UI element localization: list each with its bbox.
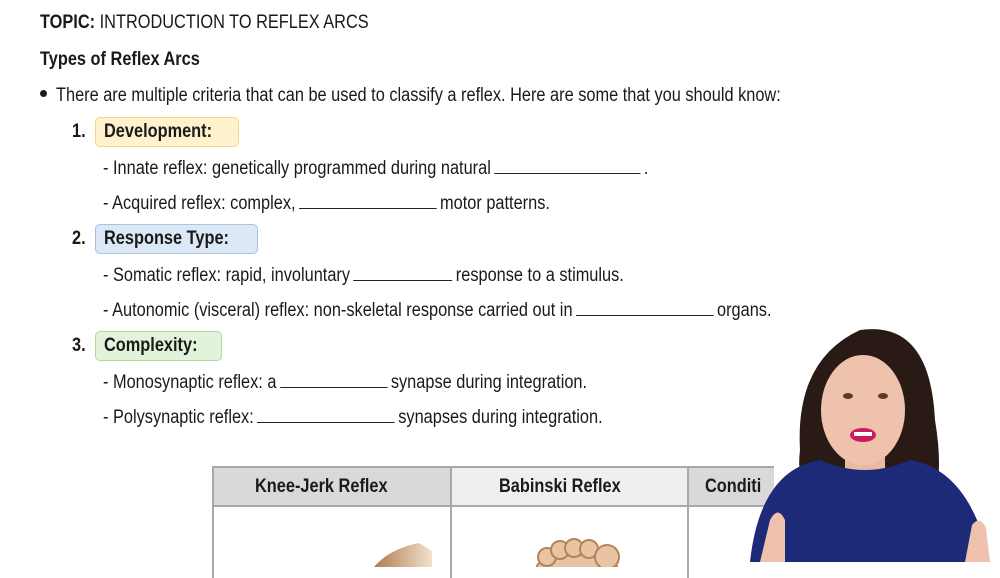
criterion-number: 2. bbox=[72, 228, 86, 249]
criterion-label: Response Type: bbox=[95, 224, 258, 254]
topic-label: TOPIC: bbox=[40, 12, 96, 33]
list-item: - Somatic reflex: rapid, involuntary response to a stimulus. bbox=[103, 265, 624, 286]
bullet-icon bbox=[40, 90, 47, 97]
intro-text: There are multiple criteria that can be used to classify a reflex. Here are some that you should know: bbox=[56, 85, 781, 106]
fill-in-blank bbox=[280, 371, 388, 388]
topic-heading bbox=[40, 12, 422, 34]
fill-in-blank bbox=[494, 157, 640, 174]
knee-illustration-icon bbox=[214, 507, 452, 567]
criterion-development bbox=[72, 117, 239, 147]
section-title-text: Types of Reflex Arcs bbox=[40, 49, 200, 70]
reflex-examples-table bbox=[212, 466, 774, 578]
list-item: - Polysynaptic reflex: synapses during integration. bbox=[103, 407, 603, 428]
table-header-knee-jerk: Knee-Jerk Reflex bbox=[214, 468, 452, 507]
criterion-number: 3. bbox=[72, 335, 86, 356]
fill-in-blank bbox=[299, 192, 437, 209]
criterion-number: 1. bbox=[72, 121, 86, 142]
topic-title: INTRODUCTION TO REFLEX ARCS bbox=[99, 12, 369, 33]
criterion-response-type bbox=[72, 224, 258, 254]
table-header-babinski: Babinski Reflex bbox=[452, 468, 689, 507]
fill-in-blank bbox=[353, 264, 452, 281]
list-item: - Monosynaptic reflex: a synapse during integration. bbox=[103, 372, 588, 393]
presenter-icon bbox=[740, 320, 1000, 562]
table-cell-knee-jerk bbox=[214, 507, 452, 578]
list-item: - Acquired reflex: complex, motor patterns. bbox=[103, 193, 550, 214]
fill-in-blank bbox=[257, 406, 395, 423]
fill-in-blank bbox=[576, 299, 714, 316]
list-item: - Autonomic (visceral) reflex: non-skeletal response carried out in organs. bbox=[103, 300, 772, 321]
section-title bbox=[40, 49, 226, 71]
presenter-video bbox=[740, 320, 1000, 562]
list-item: - Innate reflex: genetically programmed during natural . bbox=[103, 158, 649, 179]
criterion-complexity bbox=[72, 331, 222, 361]
intro-bullet bbox=[40, 85, 899, 107]
foot-illustration-icon bbox=[452, 507, 689, 567]
criterion-label: Complexity: bbox=[95, 331, 222, 361]
table-cell-babinski bbox=[452, 507, 689, 578]
table-header-conditioned: Conditi bbox=[689, 468, 774, 507]
criterion-label: Development: bbox=[95, 117, 239, 147]
